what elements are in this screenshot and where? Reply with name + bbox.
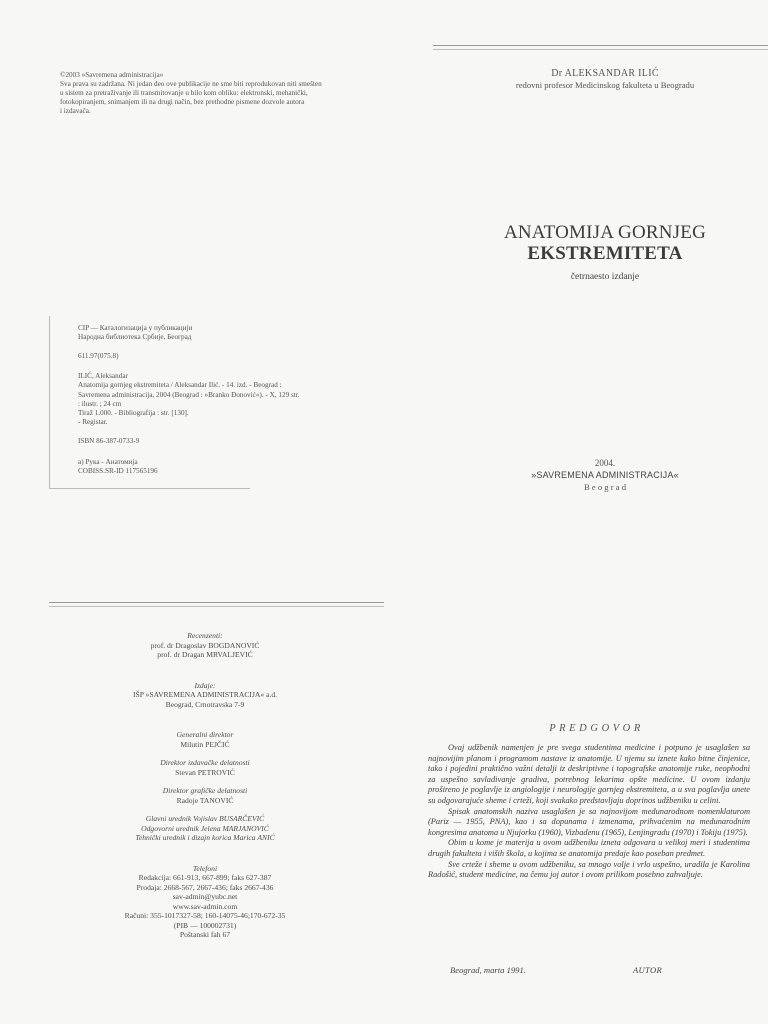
credits-block (60, 631, 350, 940)
author-block (440, 68, 768, 91)
publisher-name: »SAVREMENA ADMINISTRACIJA« (531, 470, 679, 480)
cip-udc: 611.97(075.8) (78, 352, 119, 360)
phone-sales: Prodaja: 2668-567, 2667-436; faks 2667-436 (136, 882, 274, 892)
edition: četrnaesto izdanje (570, 272, 640, 282)
copyright-line: u sistem za pretraživanje ili transmitovanje u bilo kom obliku: elektronski, mehanički, (60, 89, 308, 97)
preface-paragraph: Obim u kome je materija u ovom udžbeniku izneta odgovara u velikoj meri i studentima drugih fakulteta i viših škola, u kojima se anatomija predaje kao poseban predmet. (428, 838, 750, 858)
preface-place-date: Beograd, marta 1991. (450, 965, 526, 975)
general-director-label: Generalni direktor (176, 730, 234, 739)
reviewer: prof. dr Dragan MRVALJEVIĆ (157, 650, 253, 659)
cip-subject: а) Рука - Анатомија (78, 458, 138, 466)
publishing-director-label: Direktor izdavačke delatnosti (160, 758, 250, 767)
publisher-full-name: IŠP »SAVREMENA ADMINISTRACIJA« a.d. (132, 690, 278, 699)
preface-paragraph: Spisak anatomskih naziva usaglašen je sa najnovijom medunarodnom nomenklaturom (Pariz — 1955, PNA), kao i sa dopunama i izmenama, prihvaćenim na medunarodnim kongresima anatoma u Njujorku (1960), Vizbadenu (1965), Lenjingradu (1970) i Tokiju (1975). (428, 806, 750, 837)
general-director: Milutin PEJČIĆ (180, 739, 230, 749)
book-title-block (440, 222, 768, 282)
author-name: Dr ALEKSANDAR ILIĆ (551, 68, 659, 79)
cip-entry-line: - Registar. (78, 418, 108, 427)
chief-editor: Glavni urednik Vojislav BUSARČEVIĆ (145, 814, 265, 823)
cip-header-library: Народна библиотека Србије, Београд (78, 333, 192, 342)
po-box: Poštanski fah 67 (179, 930, 231, 939)
copyright-line: fotokopiranjem, snimanjem ili na drugi način, bez prethodne pismene dozvole autora (60, 98, 305, 106)
cip-header: CIP — Каталогизација у публикацији (78, 324, 193, 332)
preface-signature: AUTOR (633, 965, 663, 975)
graphic-director: Radoje TANOVIĆ (176, 795, 234, 805)
publication-year: 2004. (594, 458, 616, 468)
publishing-director: Stevan PETROVIĆ (175, 767, 235, 777)
responsible-editor: Odgovorni urednik Jelena MARJANOVIĆ (141, 823, 269, 833)
bottom-left-rule (49, 602, 384, 607)
phones-label: Telefoni (192, 863, 218, 873)
author-position: redovni profesor Medicinskog fakulteta u Beogradu (515, 80, 695, 90)
phone-editorial: Redakcija: 661-913, 667-899; faks 627-387 (138, 873, 272, 882)
preface-paragraph: Sve crteže i sheme u ovom udžbeniku, sa mnogo volje i vrlo uspešno, uradila je Karolina Radošić, student medicine, na čemu joj autor i ovom prilikom posebno zahvaljuje. (428, 859, 750, 880)
cip-entry-line: Tiraž 1.000. - Bibliografija : str. [130]. (78, 409, 189, 418)
technical-editor: Tehnički urednik i dizajn korica Marica ANIĆ (135, 833, 275, 842)
copyright-line: i izdavača. (60, 107, 91, 115)
tax-id: (PIB — 100002731) (173, 920, 237, 930)
email: sav-admin@yubc.net (172, 892, 238, 901)
publisher-city: B e o g r a d (583, 482, 626, 492)
cip-entry-line: : ilustr. ; 24 cm (78, 399, 122, 408)
bank-accounts: Računi: 355-1017327-58; 160-14075-46;170-672-35 (124, 911, 286, 920)
cip-entry-line: Savremena administracija, 2004 (Beograd : »Branko Đonović«). - X, 129 str. (78, 390, 300, 399)
cip-isbn: ISBN 86-387-0733-9 (78, 437, 140, 445)
book-title-line2: EKSTREMITETA (527, 243, 683, 264)
graphic-director-label: Direktor grafičke delatnosti (162, 786, 248, 795)
cip-entry-line: Anatomija gornjeg ekstremiteta / Aleksandar Ilić. - 14. izd. - Beograd : (78, 381, 282, 390)
copyright-line: Sva prava su zadržana. Ni jedan deo ove publikacije ne sme biti reprodukovan niti smešten (60, 80, 322, 88)
top-right-rule (433, 45, 768, 50)
copyright-notice (60, 71, 380, 116)
cip-record (49, 316, 300, 489)
preface-body (428, 743, 750, 881)
cip-cobiss: COBISS.SR-ID 117565196 (78, 467, 158, 476)
reviewers-label: Recenzenti: (187, 631, 223, 640)
publisher-block (440, 458, 768, 493)
preface-heading: P R E D G O V O R (549, 723, 641, 734)
reviewer: prof. dr Dragoslav BOGDANOVIĆ (150, 640, 260, 650)
website: www.sav-admin.com (172, 901, 238, 911)
book-title-line1: ANATOMIJA GORNJEG (503, 222, 707, 243)
preface-paragraph: Ovaj udžbenik namenjen je pre svega studentima medicine i potpuno je usaglašen sa najnovijim planom i programom nastave iz anatomije. U njemu su iznete kako bitne činjenice, tako i pojedini praktično važni detalji iz deskriptivne i topografske anatomije ruke, neophodni za uspešno savladivanje gradiva, potrebnog lekarima opšte medicine. U ovom izdanju prošireno je poglavlje iz angiologije i neurologije gornjeg ekstremiteta, a u sva poglavlja unete su odgovarajuće sheme i crteži, koji svakako predstavljaju doprinos udžbeniku u celini. (428, 743, 750, 805)
cip-entry-line: ILIĆ, Aleksandar (78, 372, 128, 380)
publisher-address: Beograd, Crnotravska 7-9 (165, 699, 245, 709)
copyright-line: ©2003 »Savremena administracija« (60, 71, 164, 79)
publisher-label: Izdaje: (194, 680, 216, 690)
